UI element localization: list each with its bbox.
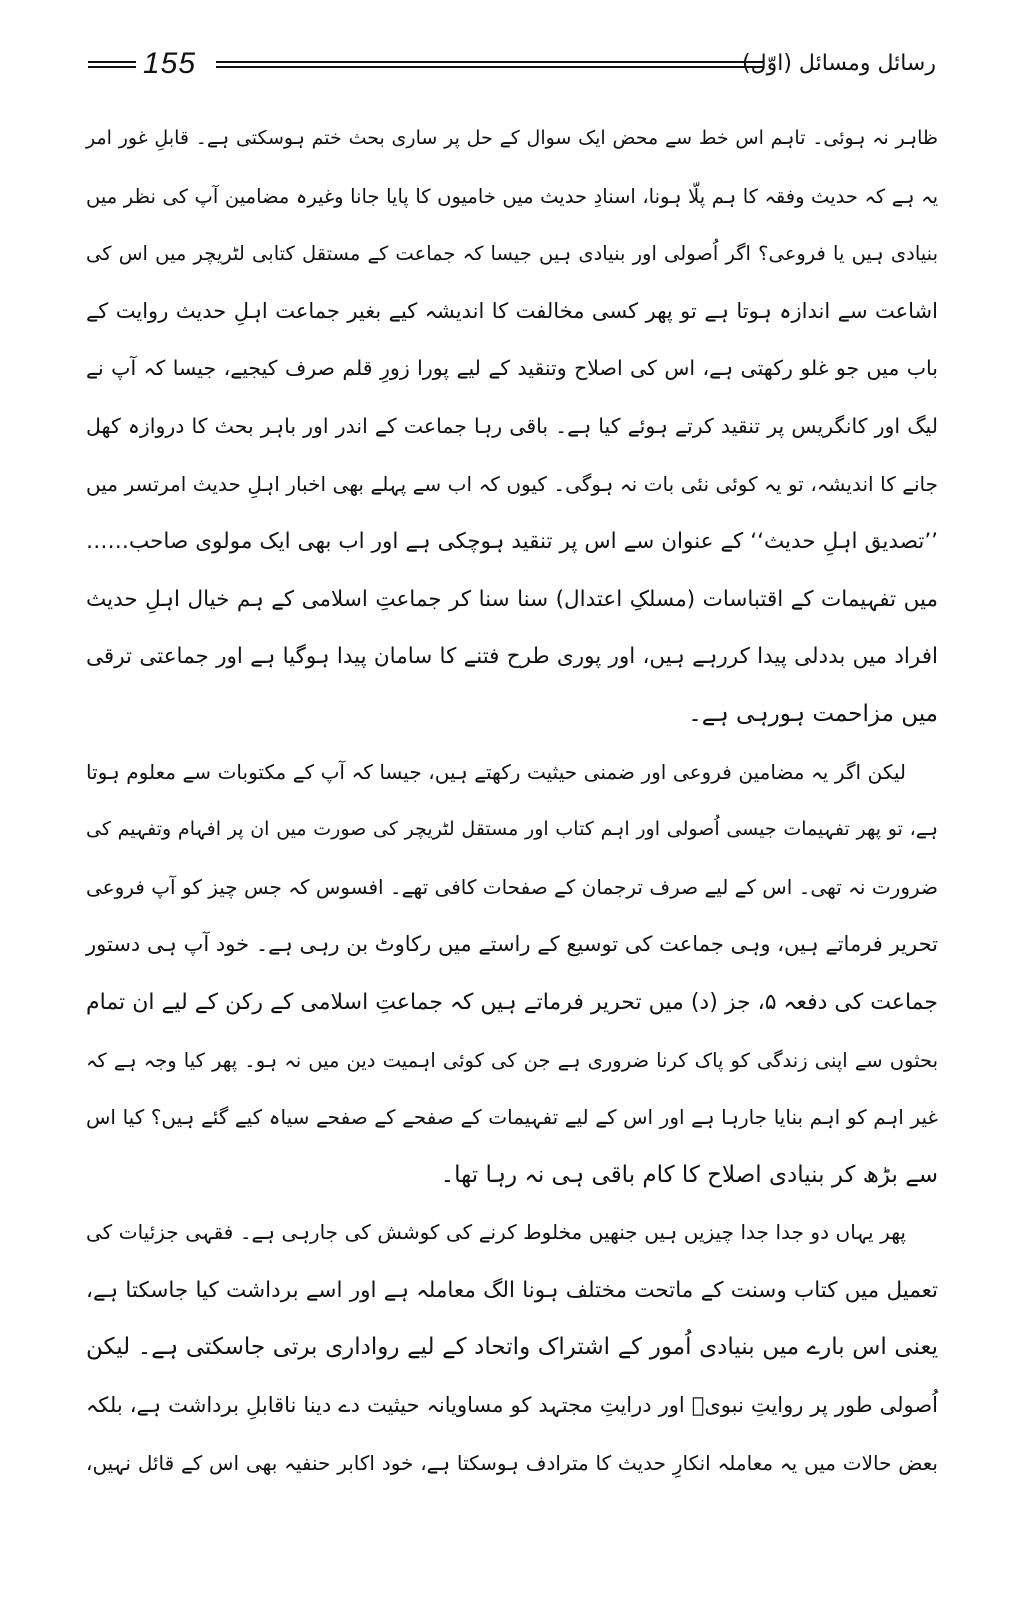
text-line: تحریر فرماتے ہیں، وہی جماعت کی توسیع کے راستے میں رکاوٹ بن رہی ہے۔ خود آپ ہی دستور <box>86 932 938 957</box>
text-line: تعمیل میں کتاب وسنت کے ماتحت مختلف ہونا الگ معاملہ ہے اور اسے برداشت کیا جاسکتا ہے، <box>86 1277 938 1303</box>
text-line: لیگ اور کانگریس پر تنقید کرتے ہوئے کیا ہے۔ باقی رہا جماعت کے اندر اور باہر بحث کا دروازہ کھل <box>86 413 938 438</box>
text-line: ظاہر نہ ہوئی۔ تاہم اس خط سے محض ایک سوال کے حل پر ساری بحث ختم ہوسکتی ہے۔ قابلِ غور امر <box>86 127 938 149</box>
body-text <box>86 110 938 1492</box>
text-line: جانے کا اندیشہ، تو یہ کوئی نئی بات نہ ہوگی۔ کیوں کہ اب سے پہلے بھی اخبار اہلِ حدیث امرتسر میں <box>86 471 938 496</box>
text-line: سے بڑھ کر بنیادی اصلاح کا کام باقی ہی نہ رہا تھا۔ <box>440 1161 938 1188</box>
text-line: ضرورت نہ تھی۔ اس کے لیے صرف ترجمان کے صفحات کافی تھے۔ افسوس کہ جس چیز کو آپ فروعی <box>86 874 938 899</box>
text-line: باب میں جو غلو رکھتی ہے، اس کی اصلاح وتنقید کے لیے پورا زورِ قلم صرف کیجیے، جیسا کہ آپ نے <box>86 356 938 381</box>
text-line: یہ ہے کہ حدیث وفقہ کا ہم پلّا ہونا، اسنادِ حدیث میں خامیوں کا پایا جانا وغیرہ مضامین آپ کی نظر میں <box>86 184 938 208</box>
page-header <box>88 44 936 88</box>
book-title: رسائل ومسائل (اوّل) <box>742 51 936 76</box>
text-line: میں مزاحمت ہورہی ہے۔ <box>688 700 938 727</box>
text-line: پھر یہاں دو جدا جدا چیزیں ہیں جنھیں مخلوط کرنے کی کوشش کی جارہی ہے۔ فقہی جزئیات کی <box>86 1220 906 1245</box>
text-line: غیر اہم کو اہم بنایا جارہا ہے اور اس کے لیے تفہیمات کے صفحے کے صفحے سیاہ کیے گئے ہیں؟ کیا اس <box>86 1105 938 1130</box>
header-rule-right <box>216 61 764 68</box>
text-line: اُصولی طور پر روایتِ نبویؐ اور درایتِ مجتہد کو مساویانہ حیثیت دے دینا ناقابلِ برداشت ہے، بلکہ <box>86 1393 938 1418</box>
text-line: بنیادی ہیں یا فروعی؟ اگر اُصولی اور بنیادی ہیں جیسا کہ جماعت کے مستقل کتابی لٹریچر میں اس کی <box>86 242 938 266</box>
text-line: ’’تصدیق اہلِ حدیث‘‘ کے عنوان سے اس پر تنقید ہوچکی ہے اور اب بھی ایک مولوی صاحب…… <box>86 529 938 555</box>
header-rule-left <box>88 61 136 68</box>
text-line: ہے، تو پھر تفہیمات جیسی اُصولی اور اہم کتاب اور مستقل لٹریچر کی صورت میں ان پر افہام وتفہیم کی <box>86 818 938 841</box>
text-line: بعض حالات میں یہ معاملہ انکارِ حدیث کا مترادف ہوسکتا ہے، خود اکابر حنفیہ بھی اس کے قائل نہیں، <box>86 1450 938 1475</box>
text-line: میں تفہیمات کے اقتباسات (مسلکِ اعتدال) سنا سنا کر جماعتِ اسلامی کے ہم خیال اہلِ حدیث <box>86 586 938 612</box>
text-line: جماعت کی دفعہ ۵، جز (د) میں تحریر فرماتے ہیں کہ جماعتِ اسلامی کے رکن کے لیے ان تمام <box>86 989 938 1015</box>
text-line: افراد میں بددلی پیدا کررہے ہیں، اور پوری طرح فتنے کا سامان پیدا ہوگیا ہے اور جماعتی ترقی <box>86 644 938 670</box>
text-line: اشاعت سے اندازہ ہوتا ہے تو پھر کسی مخالفت کا اندیشہ کیے بغیر جماعت اہلِ حدیث روایت کے <box>86 298 938 323</box>
text-line: لیکن اگر یہ مضامین فروعی اور ضمنی حیثیت رکھتے ہیں، جیسا کہ آپ کے مکتوبات سے معلوم ہوتا <box>86 759 906 784</box>
text-line: بحثوں سے اپنی زندگی کو پاک کرنا ضروری ہے جن کی کوئی اہمیت دین میں نہ ہو۔ پھر کیا وجہ ہے کہ <box>86 1048 938 1072</box>
page-number: 155 <box>143 47 197 80</box>
text-line: یعنی اس بارے میں بنیادی اُمور کے اشتراک واتحاد کے لیے رواداری برتی جاسکتی ہے۔ لیکن <box>86 1334 938 1361</box>
